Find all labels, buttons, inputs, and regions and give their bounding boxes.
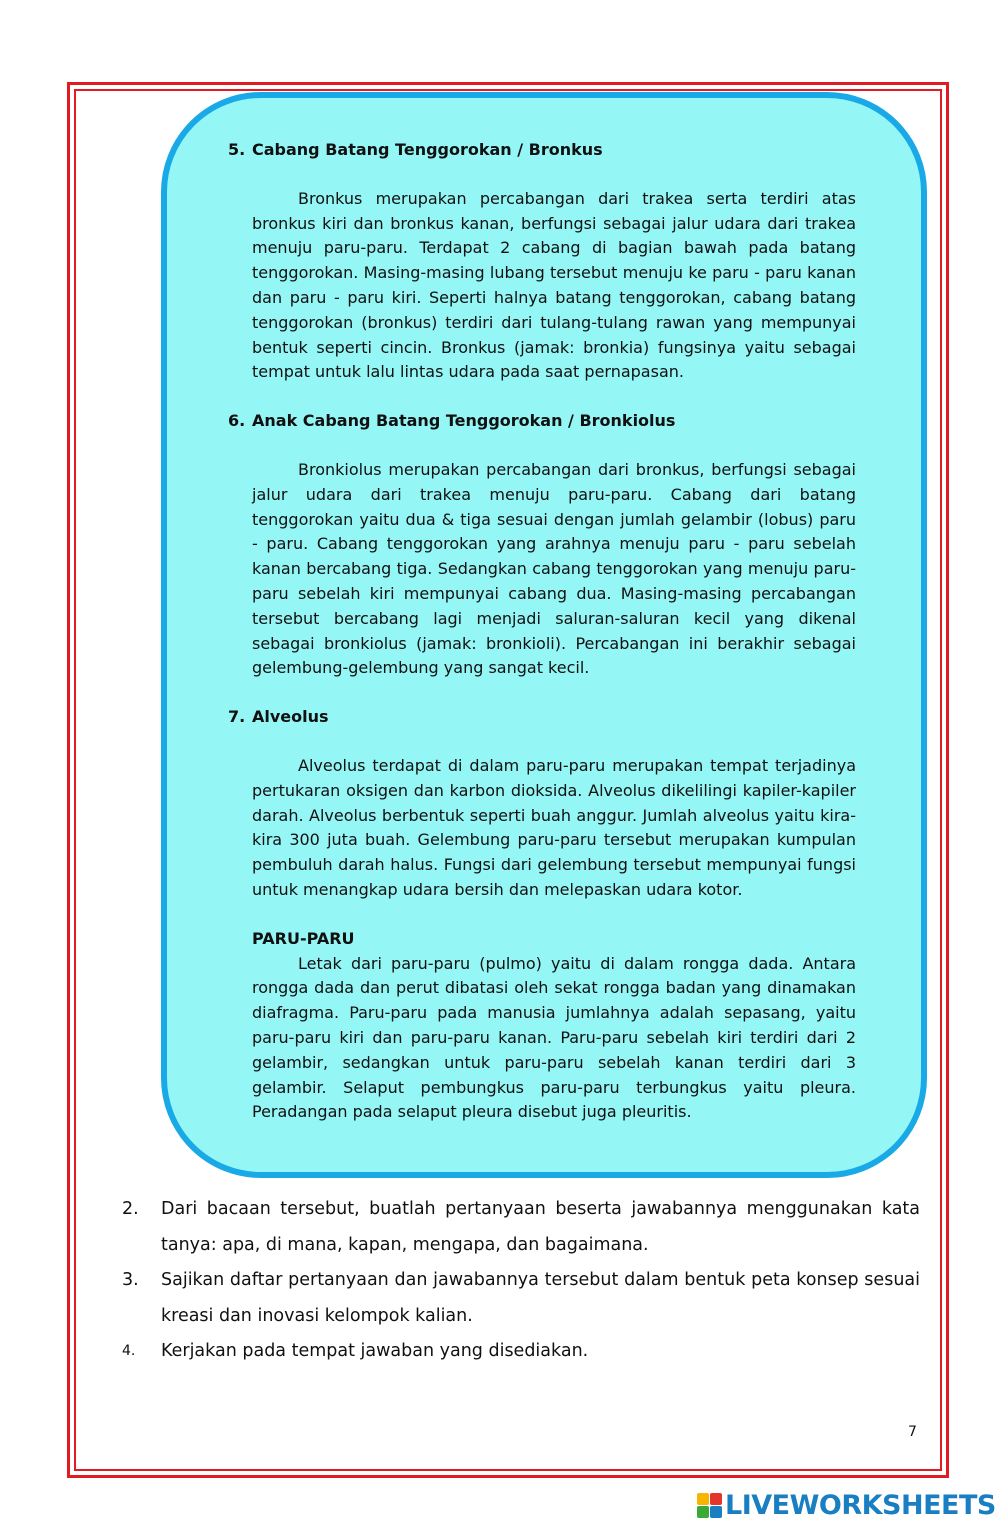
section-body-bronkiolus: Bronkiolus merupakan percabangan dari bronkus, berfungsi sebagai jalur udara dari trakea menuju paru-paru. Cabang dari batang tenggorokan yaitu dua & tiga sesuai dengan jumlah gelambir (lobus) paru - paru. Cabang tenggorokan yang arahnya menuju paru - paru sebelah kanan bercabang tiga. Sedangkan cabang tenggorokan yang menuju paru-paru sebelah kiri mempunyai cabang dua. Masing-masing percabangan tersebut bercabang lagi menjadi saluran-saluran kecil yang dikenal sebagai bronkiolus (jamak: bronkioli). Percabangan ini berakhir sebagai gelembung-gelembung yang sangat kecil. — [252, 459, 856, 678]
task-item: 2. Dari bacaan tersebut, buatlah pertanyaan beserta jawabannya menggunakan kata tanya: apa, di mana, kapan, mengapa, dan bagaimana. — [122, 1199, 920, 1255]
task-item: 4. Kerjakan pada tempat jawaban yang disediakan. — [122, 1341, 589, 1361]
task-list — [122, 1192, 920, 1370]
section-heading-bronkus: 5. Cabang Batang Tenggorokan / Bronkus — [228, 140, 603, 159]
reading-content — [228, 138, 856, 1134]
paru-paru-heading: PARU-PARU — [252, 928, 355, 948]
liveworksheets-logo — [697, 1490, 996, 1521]
section-heading-alveolus: 7. Alveolus — [228, 707, 329, 727]
paru-paru-body: Letak dari paru-paru (pulmo) yaitu di dalam rongga dada. Antara rongga dada dan perut dibatasi oleh sekat rongga badan yang dinamakan diafragma. Paru-paru pada manusia jumlahnya adalah sepasang, yaitu paru-paru kiri dan paru-paru kanan. Paru-paru sebelah kiri terdiri dari 2 gelambir, sedangkan untuk paru-paru sebelah kanan terdiri dari 3 gelambir. Selaput pembungkus paru-paru terbungkus yaitu pleura. Peradangan pada selaput pleura disebut juga pleuritis. — [252, 953, 856, 1122]
page-number: 7 — [908, 1424, 917, 1440]
section-heading-bronkiolus: 6. Anak Cabang Batang Tenggorokan / Bronkiolus — [228, 411, 676, 431]
liveworksheets-logo-text: LIVEWORKSHEETS — [725, 1490, 996, 1521]
section-body-alveolus: Alveolus terdapat di dalam paru-paru merupakan tempat terjadinya pertukaran oksigen dan karbon dioksida. Alveolus dikelilingi kapiler-kapiler darah. Alveolus berbentuk seperti buah anggur. Jumlah alveolus yaitu kira-kira 300 juta buah. Gelembung paru-paru tersebut merupakan kumpulan pembuluh darah halus. Fungsi dari gelembung tersebut mempunyai fungsi untuk menangkap udara bersih dan melepaskan udara kotor. — [252, 755, 856, 899]
task-item: 3. Sajikan daftar pertanyaan dan jawabannya tersebut dalam bentuk peta konsep sesuai kreasi dan inovasi kelompok kalian. — [122, 1270, 920, 1326]
liveworksheets-logo-icon — [697, 1493, 723, 1519]
section-body-bronkus: Bronkus merupakan percabangan dari trakea serta terdiri atas bronkus kiri dan bronkus kanan, berfungsi sebagai jalur udara dari trakea menuju paru-paru. Terdapat 2 cabang di bagian bawah pada batang tenggorokan. Masing-masing lubang tersebut menuju ke paru - paru kanan dan paru - paru kiri. Seperti halnya batang tenggorokan, cabang batang tenggorokan (bronkus) terdiri dari tulang-tulang rawan yang mempunyai bentuk seperti cincin. Bronkus (jamak: bronkia) fungsinya yaitu sebagai tempat untuk lalu lintas udara pada saat pernapasan. — [252, 188, 856, 382]
